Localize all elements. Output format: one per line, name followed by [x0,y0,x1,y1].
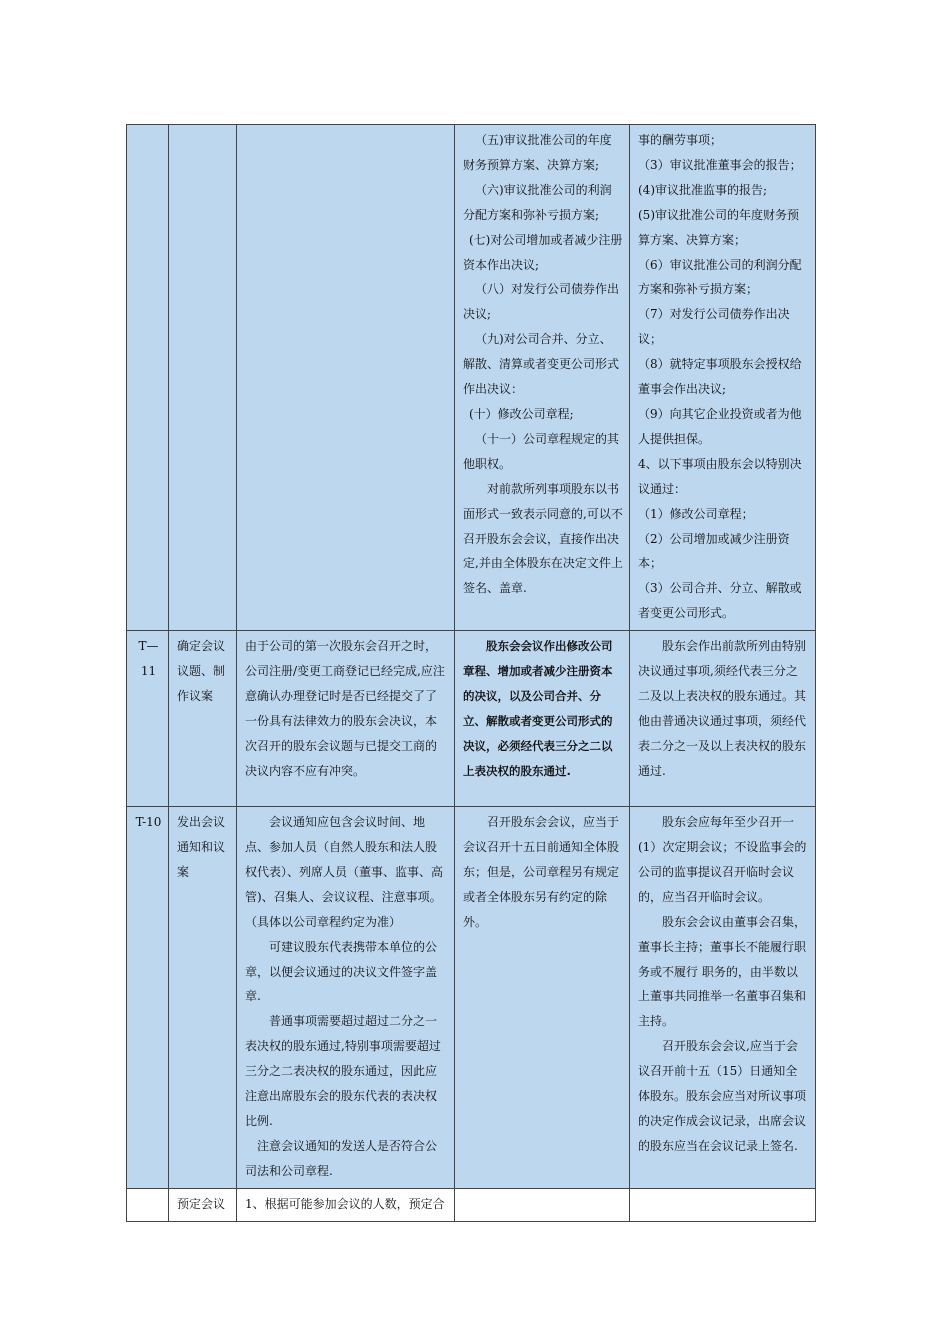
charter-item: （2）公司增加或减少注册资本； [638,531,790,571]
charter-item: 4、以下事项由股东会以特别决议通过： [638,456,802,496]
law-item: 对前款所列事项股东以书面形式一致表示同意的,可以不召开股东会会议，直接作出决定,并由全体股东在决定文件上签名、盖章. [463,481,623,596]
law-item: （八）对发行公司债券作出决议; [463,282,620,322]
charter-cell [630,807,816,1189]
law-cell [455,1188,630,1221]
charter-item: （6）审议批准公司的利润分配方案和弥补亏损方案； [638,257,802,297]
charter-text: 股东会会议由董事会召集，董事长主持；董事长不能履行职务或不履行 职务的，由半数以上董事共同推举一名董事召集和主持。 [638,914,807,1029]
law-item: （九)对公司合并、分立、解散、清算或者变更公司形式作出决议： [463,332,620,397]
row-step-cell: 预定会议 [169,1188,237,1221]
charter-item: （3）审议批准董事会的报告； [638,157,802,172]
note-text: 注意会议通知的发送人是否符合公司法和公司章程. [245,1138,438,1178]
law-cell [455,807,630,1189]
charter-item: 事的酬劳事项； [638,133,723,147]
charter-item: (4)审议批准监事的报告; [638,182,768,197]
note-cell [237,1188,455,1221]
note-text: 会议通知应包含会议时间、地点、参加人员（自然人股东和法人股权代表）、列席人员（董事、监事、高管)、召集人、会议议程、注意事项。（具体以公司章程约定为准） [245,815,444,929]
law-item: (十）修改公司章程; [469,406,574,421]
table-row-t11 [127,631,816,807]
row-id-cell [127,125,169,631]
table-row-continued [127,125,816,631]
charter-item: （3）公司合并、分立、解散或者变更公司形式。 [638,581,802,621]
law-item: (七)对公司增加或者减少注册资本作出决议; [463,232,623,272]
row-id-cell: T—11 [127,631,169,807]
note-cell [237,807,455,1189]
note-text: 由于公司的第一次股东会召开之时，公司注册/变更工商登记已经完成,应注意确认办理登记时是否已经提交了了一份具有法律效力的股东会决议，本次召开的股东会议题与已提交工商的决议内容不应有冲突。 [245,639,445,778]
charter-item: （8）就特定事项股东会授权给董事会作出决议; [638,357,802,397]
law-text: 股东会会议作出修改公司章程、增加或者减少注册资本的决议，以及公司合并、分立、解散或者变更公司形式的决议，必须经代表三分之二以上表决权的股东通过. [463,639,613,778]
row-id-cell: T-10 [127,807,169,1189]
charter-item: (5)审议批准公司的年度财务预算方案、决算方案； [638,207,799,247]
charter-item: （7）对发行公司债券作出决议； [638,307,790,347]
row-id-cell [127,1188,169,1221]
law-text: 召开股东会会议，应当于会议召开十五日前通知全体股东；但是，公司章程另有规定或者全体股东另有约定的除外。 [463,815,620,929]
table-row-t9 [127,1188,816,1221]
law-cell [455,631,630,807]
procedure-table [126,124,816,1222]
note-text: 1、根据可能参加会议的人数，预定合 [245,1196,445,1211]
note-text: 普通事项需要超过超过二分之一表决权的股东通过,特别事项需要超过三分之二表决权的股东通过，因此应注意出席股东会的股东代表的表决权比例. [245,1014,441,1128]
row-step-cell: 确定会议议题、制作议案 [169,631,237,807]
charter-item: （1）修改公司章程； [638,506,754,521]
charter-cell [630,631,816,807]
note-cell [237,631,455,807]
note-text: 可建议股东代表携带本单位的公章，以便会议通过的决议文件签字盖章. [245,939,438,1004]
charter-text: 召开股东会会议,应当于会议召开前十五（15）日通知全体股东。股东会应当对所议事项的决定作成会议记录，出席会议的股东应当在会议记录上签名. [638,1039,807,1153]
charter-cell [630,1188,816,1221]
charter-text: 股东会作出前款所列由特别决议通过事项,须经代表三分之二及以上表决权的股东通过。其他由普通决议通过事项，须经代表二分之一及以上表决权的股东通过. [638,639,807,778]
charter-item: （9）向其它企业投资或者为他人提供担保。 [638,406,802,446]
row-step-cell [169,125,237,631]
table-row-t10 [127,807,816,1189]
law-item: （五)审议批准公司的年度财务预算方案、决算方案; [463,133,612,172]
charter-cell [630,125,816,631]
law-cell [455,125,630,631]
law-item: （六)审议批准公司的利润分配方案和弥补亏损方案; [463,182,612,222]
charter-text: 股东会应每年至少召开一(1）次定期会议；不设监事会的公司的监事提议召开临时会议的，应当召开临时会议。 [638,815,807,904]
note-cell [237,125,455,631]
row-step-cell: 发出会议通知和议案 [169,807,237,1189]
law-item: （十一）公司章程规定的其他职权。 [463,431,620,471]
